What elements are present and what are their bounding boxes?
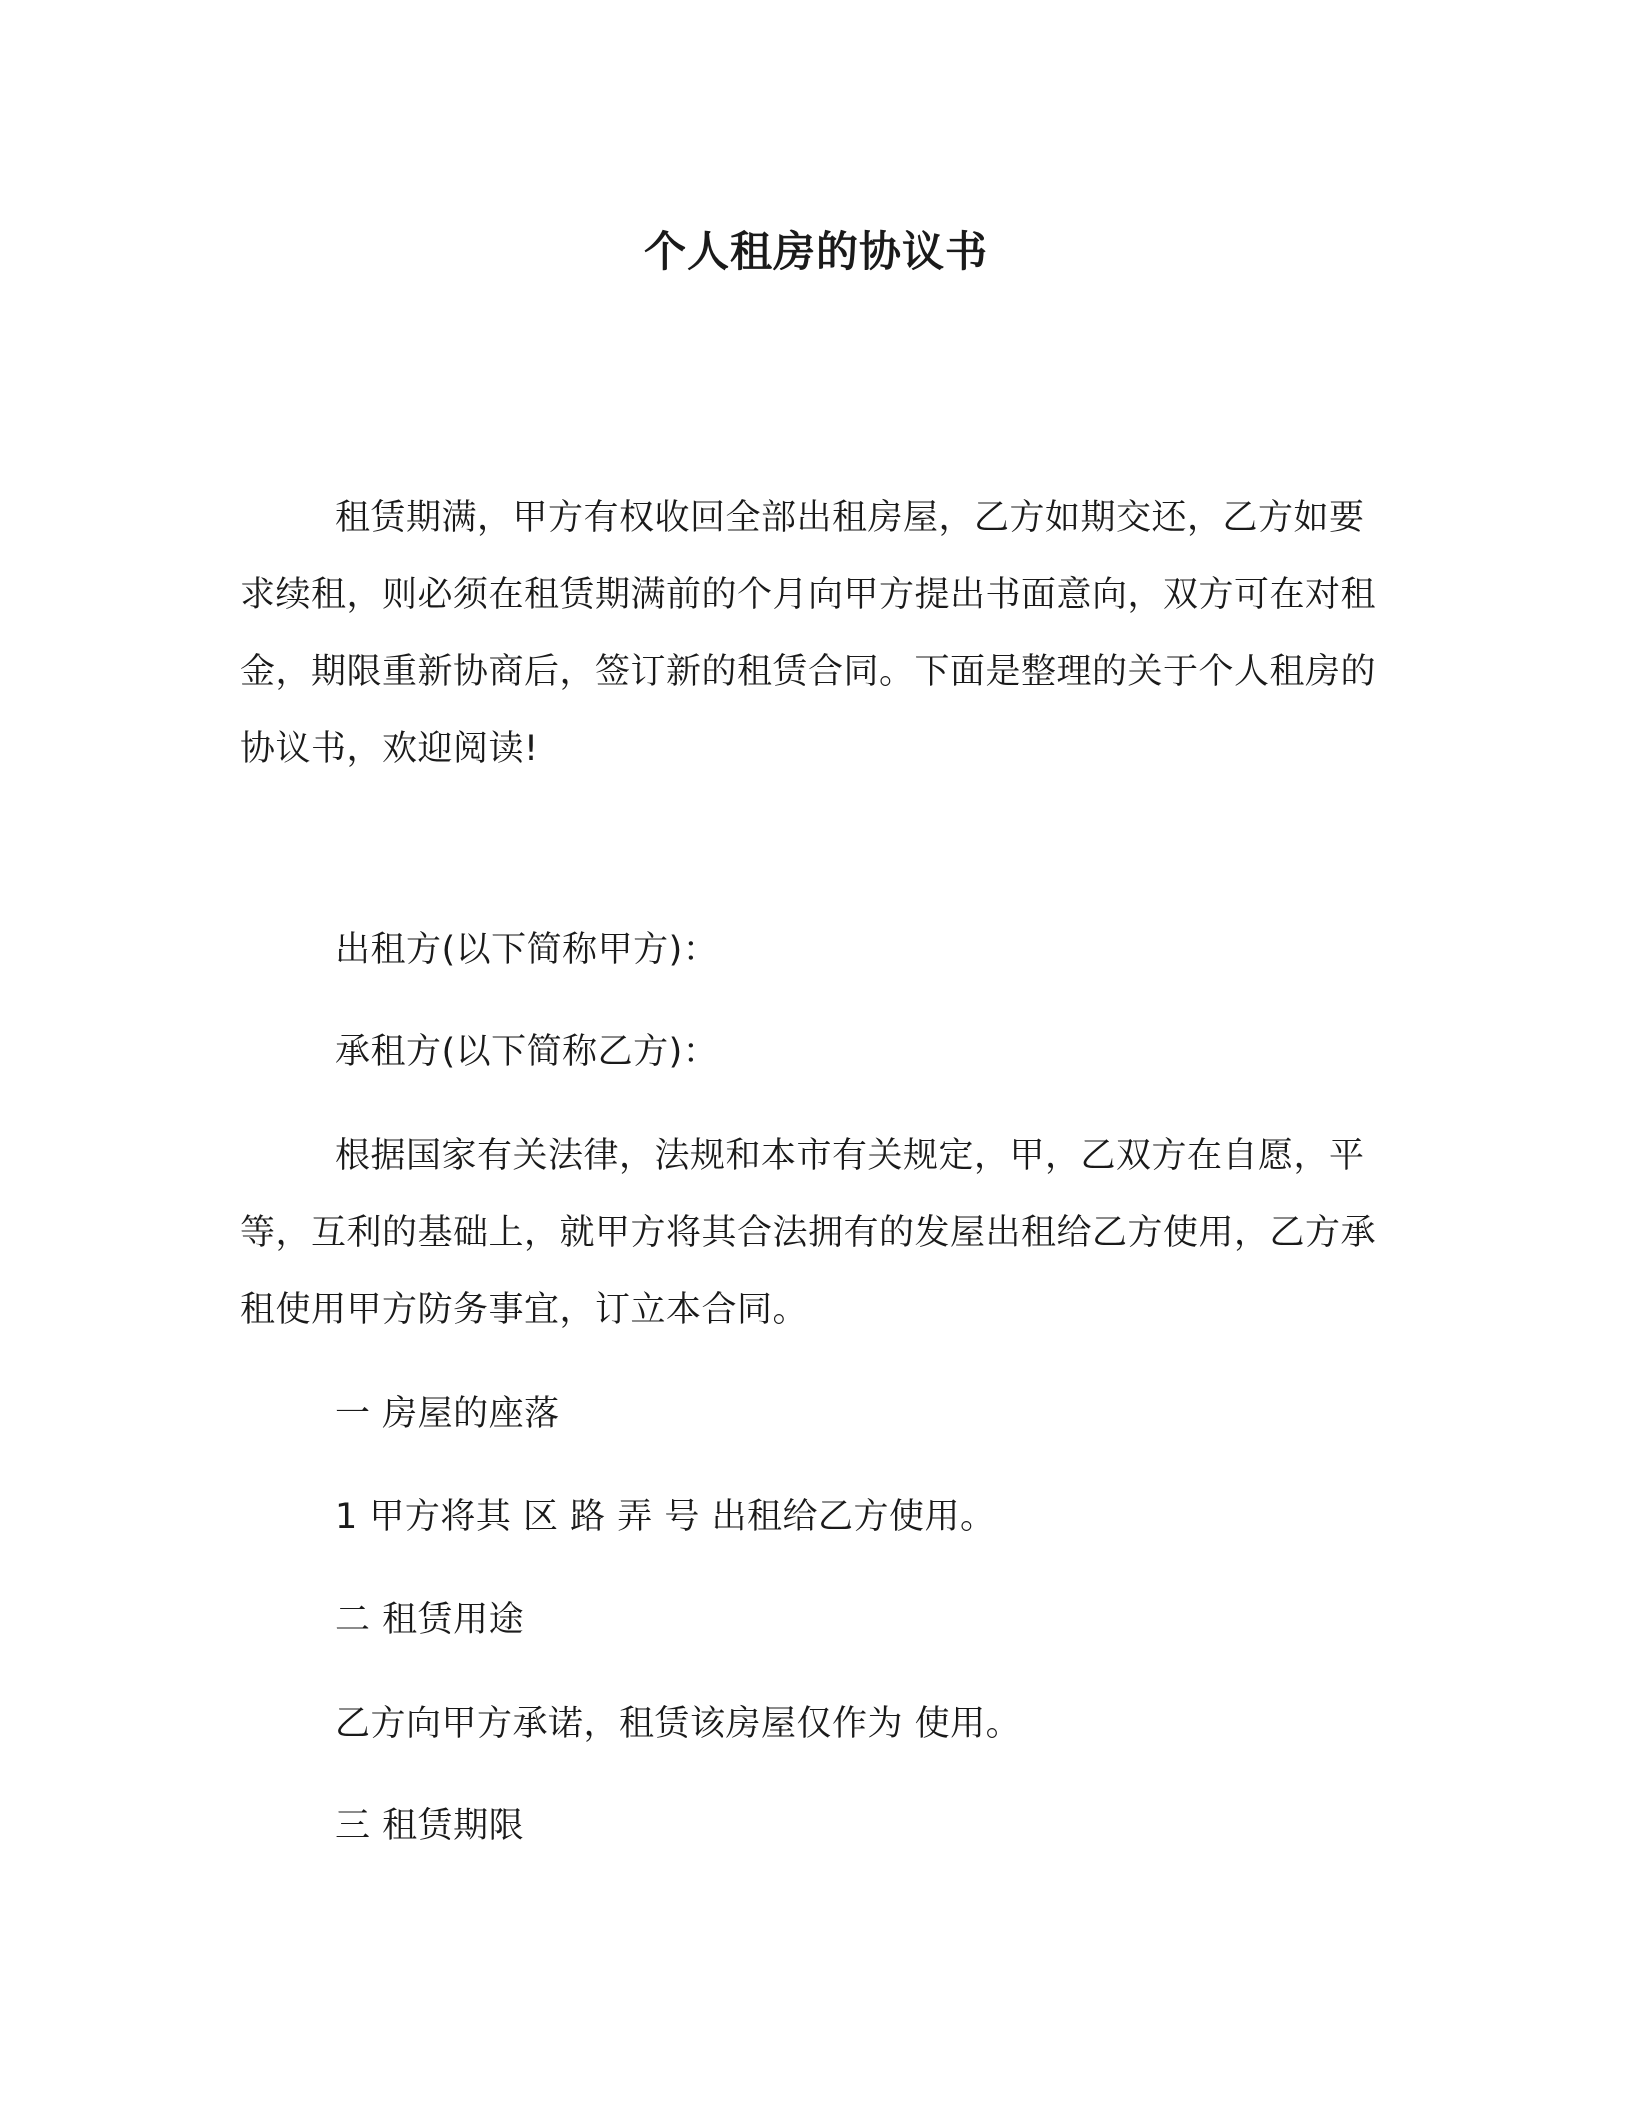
section-2-heading: 二 租赁用途 — [335, 1600, 525, 1640]
section-1-item-1: 1 甲方将其 区 路 弄 号 出租给乙方使用。 — [335, 1497, 996, 1537]
lessor-line: 出租方(以下简称甲方)： — [335, 930, 719, 970]
section-2-text: 乙方向甲方承诺，租赁该房屋仅作为 使用。 — [335, 1704, 1022, 1744]
section-1-heading: 一 房屋的座落 — [335, 1394, 560, 1434]
intro-paragraph: 租赁期满，甲方有权收回全部出租房屋，乙方如期交还，乙方如要求续租，则必须在租赁期满前的个月向甲方提出书面意向，双方可在对租金，期限重新协商后，签订新的租赁合同。下面是整理的关于个人租房的协议书，欢迎阅读! — [240, 498, 1377, 769]
document-title: 个人租房的协议书 — [643, 227, 988, 276]
lessee-line: 承租方(以下简称乙方)： — [335, 1032, 719, 1072]
section-3-heading: 三 租赁期限 — [335, 1806, 525, 1846]
basis-paragraph: 根据国家有关法律，法规和本市有关规定，甲，乙双方在自愿，平等，互利的基础上，就甲方将其合法拥有的发屋出租给乙方使用，乙方承租使用甲方防务事宜，订立本合同。 — [240, 1136, 1377, 1330]
